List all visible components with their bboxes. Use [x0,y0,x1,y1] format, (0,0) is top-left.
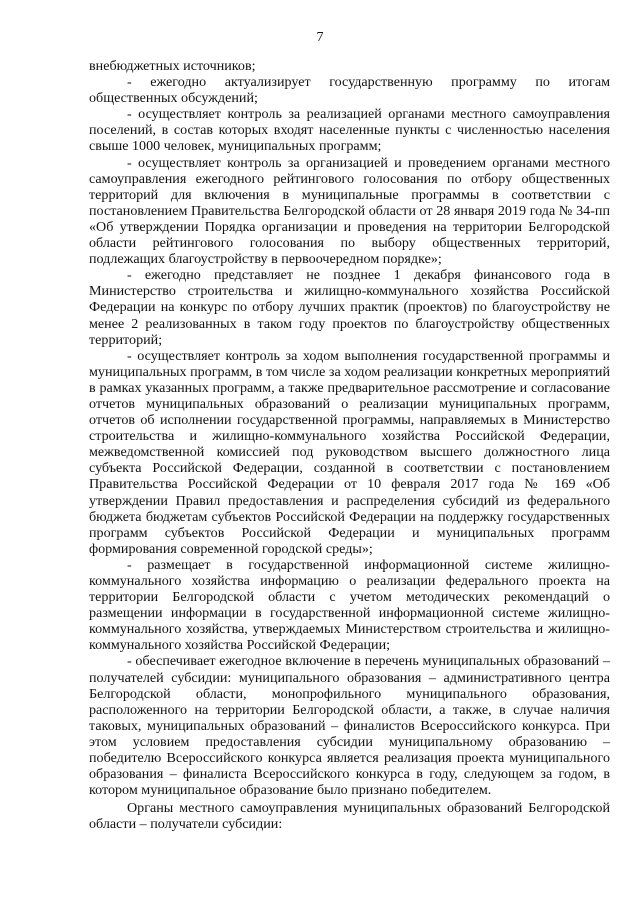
document-body [89,58,610,833]
paragraph-program-control: - осуществляет контроль за ходом выполнения государственной программы и муниципальных программ, в том числе за ходом реализации конкретных мероприятий в рамках указанных программ, а также предварительное рассмотрение и согласование отчетов муниципальных образований о реализации муниципальных программ, отчетов об исполнении государственной программы, направляемых в Министерство строительства и жилищно-коммунального хозяйства Российской Федерации, межведомственной комиссией под руководством высшего должностного лица субъекта Российской Федерации, созданной в соответствии с постановлением Правительства Российской Федерации от 10 февраля 2017 года № 169 «Об утверждении Правил предоставления и распределения субсидий из федерального бюджета бюджетам субъектов Российской Федерации на поддержку государственных программ субъектов Российской Федерации и муниципальных программ формирования современной городской среды»; [89,347,610,557]
page-number: 7 [316,30,324,45]
paragraph-local-authorities: Органы местного самоуправления муниципальных образований Белгородской области – получатели субсидии: [89,800,610,833]
paragraph-rating-vote: - осуществляет контроль за организацией и проведением органами местного самоуправления ежегодного рейтингового голосования по отбору общественных территорий для включения в муниципальные программы в соответствии с постановлением Правительства Белгородской области от 28 января 2019 года № 34-пп «Об утверждении Порядка организации и проведения на территории Белгородской области рейтингового голосования по выбору общественных территорий, подлежащих благоустройству в первоочередном порядке»; [89,154,610,268]
paragraph-best-practices: - ежегодно представляет не позднее 1 декабря финансового года в Министерство строительства и жилищно-коммунального хозяйства Российской Федерации на конкурс по отбору лучших практик (проектов) по благоустройству не менее 2 реализованных в таком году проектов по благоустройству общественных территорий; [89,267,610,348]
paragraph-actualizes-program: - ежегодно актуализирует государственную программу по итогам общественных обсуждений; [89,74,610,107]
paragraph-recipients-list: - обеспечивает ежегодное включение в перечень муниципальных образований – получателей субсидии: муниципального образования – административного центра Белгородской области, монопрофильного муниципального образования, расположенного на территории Белгородской области, а также, в случае наличия таковых, муниципальных образований – финалистов Всероссийского конкурса. При этом условием предоставления субсидии муниципальному образованию – победителю Всероссийского конкурса является реализация проекта муниципального образования – финалиста Всероссийского конкурса в году, следующем за годом, в котором муниципальное образование было признано победителем. [89,653,610,799]
paragraph-control-settlements: - осуществляет контроль за реализацией органами местного самоуправления поселений, в состав которых входят населенные пункты с численностью населения свыше 1000 человек, муниципальных программ; [89,106,610,155]
paragraph-gis-housing: - размещает в государственной информационной системе жилищно-коммунального хозяйства информацию о реализации федерального проекта на территории Белгородской области с учетом методических рекомендаций о размещении информации в государственной информационной системе жилищно-коммунального хозяйства, утверждаемых Министерством строительства и жилищно-коммунального хозяйства Российской Федерации; [89,556,610,654]
paragraph-continuation: внебюджетных источников; [89,58,256,74]
